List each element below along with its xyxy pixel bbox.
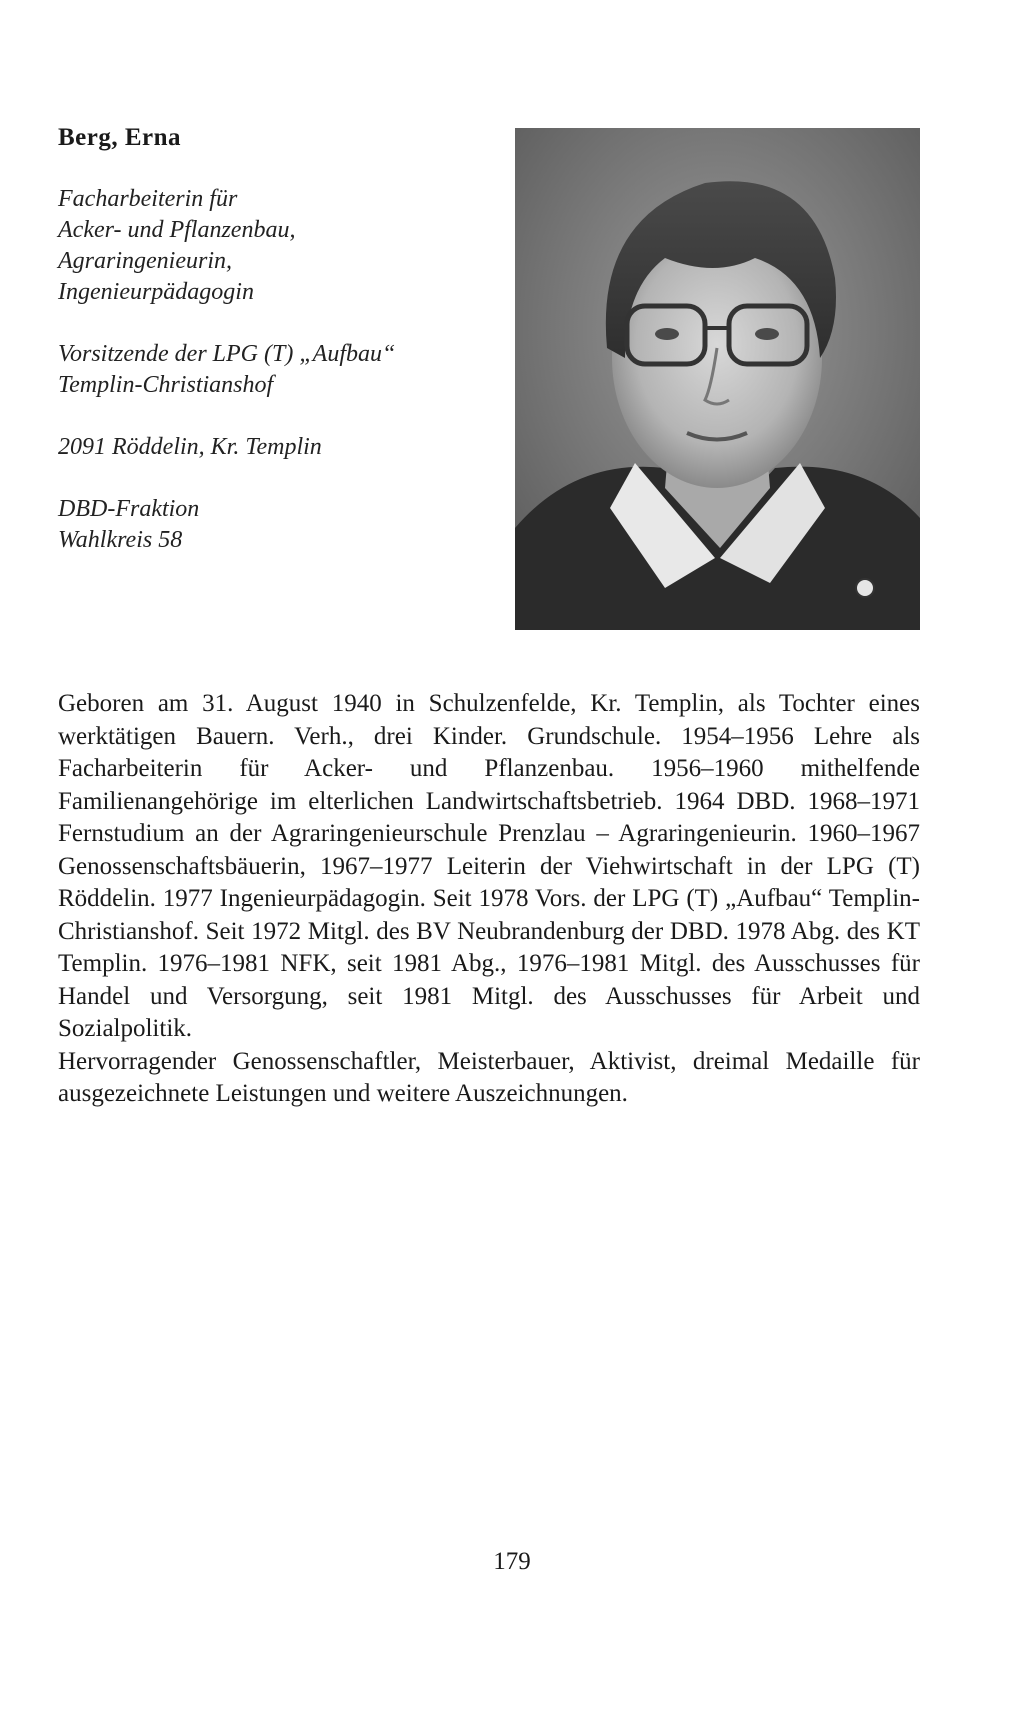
person-name: Berg, Erna	[58, 124, 182, 151]
info-address	[58, 432, 478, 463]
info-line: Templin-Christianshof	[58, 372, 274, 398]
page-number: 179	[493, 1548, 531, 1575]
info-line: Ingenieurpädagogin	[58, 279, 254, 305]
info-line: Acker- und Pflanzenbau,	[58, 217, 296, 243]
info-column	[58, 184, 478, 556]
info-occupation	[58, 184, 478, 308]
info-position	[58, 339, 478, 401]
info-line: DBD-Fraktion	[58, 496, 200, 522]
info-line: Wahlkreis 58	[58, 527, 183, 553]
biography	[58, 688, 920, 1111]
info-fraction	[58, 494, 478, 556]
info-line: 2091 Röddelin, Kr. Templin	[58, 434, 322, 460]
info-line: Facharbeiterin für	[58, 186, 238, 212]
biography-paragraph: Hervorragender Genossenschaftler, Meisterbauer, Aktivist, dreimal Medaille für ausgezeichnete Leistungen und weitere Auszeichnungen.	[58, 1047, 920, 1107]
info-line: Agraringenieurin,	[58, 248, 232, 274]
biography-paragraph: Geboren am 31. August 1940 in Schulzenfelde, Kr. Templin, als Tochter eines werktätigen Bauern. Verh., drei Kinder. Grundschule. 1954–1956 Lehre als Facharbeiterin für Acker- und Pflanzenbau. 1956–1960 mithelfende Familienangehörige im elterlichen Landwirtschaftsbetrieb. 1964 DBD. 1968–1971 Fernstudium an der Agraringenieurschule Prenzlau – Agraringenieurin. 1960–1967 Genossenschaftsbäuerin, 1967–1977 Leiterin der Viehwirtschaft in der LPG (T) Röddelin. 1977 Ingenieurpädagogin. Seit 1978 Vors. der LPG (T) „Aufbau“ Templin-Christianshof. Seit 1972 Mitgl. des BV Neubrandenburg der DBD. 1978 Abg. des KT Templin. 1976–1981 NFK, seit 1981 Abg., 1976–1981 Mitgl. des Ausschusses für Handel und Versorgung, seit 1981 Mitgl. des Ausschusses für Arbeit und Sozialpolitik.	[58, 690, 920, 1042]
info-line: Vorsitzende der LPG (T) „Aufbau“	[58, 341, 396, 367]
portrait-photo	[515, 128, 920, 630]
